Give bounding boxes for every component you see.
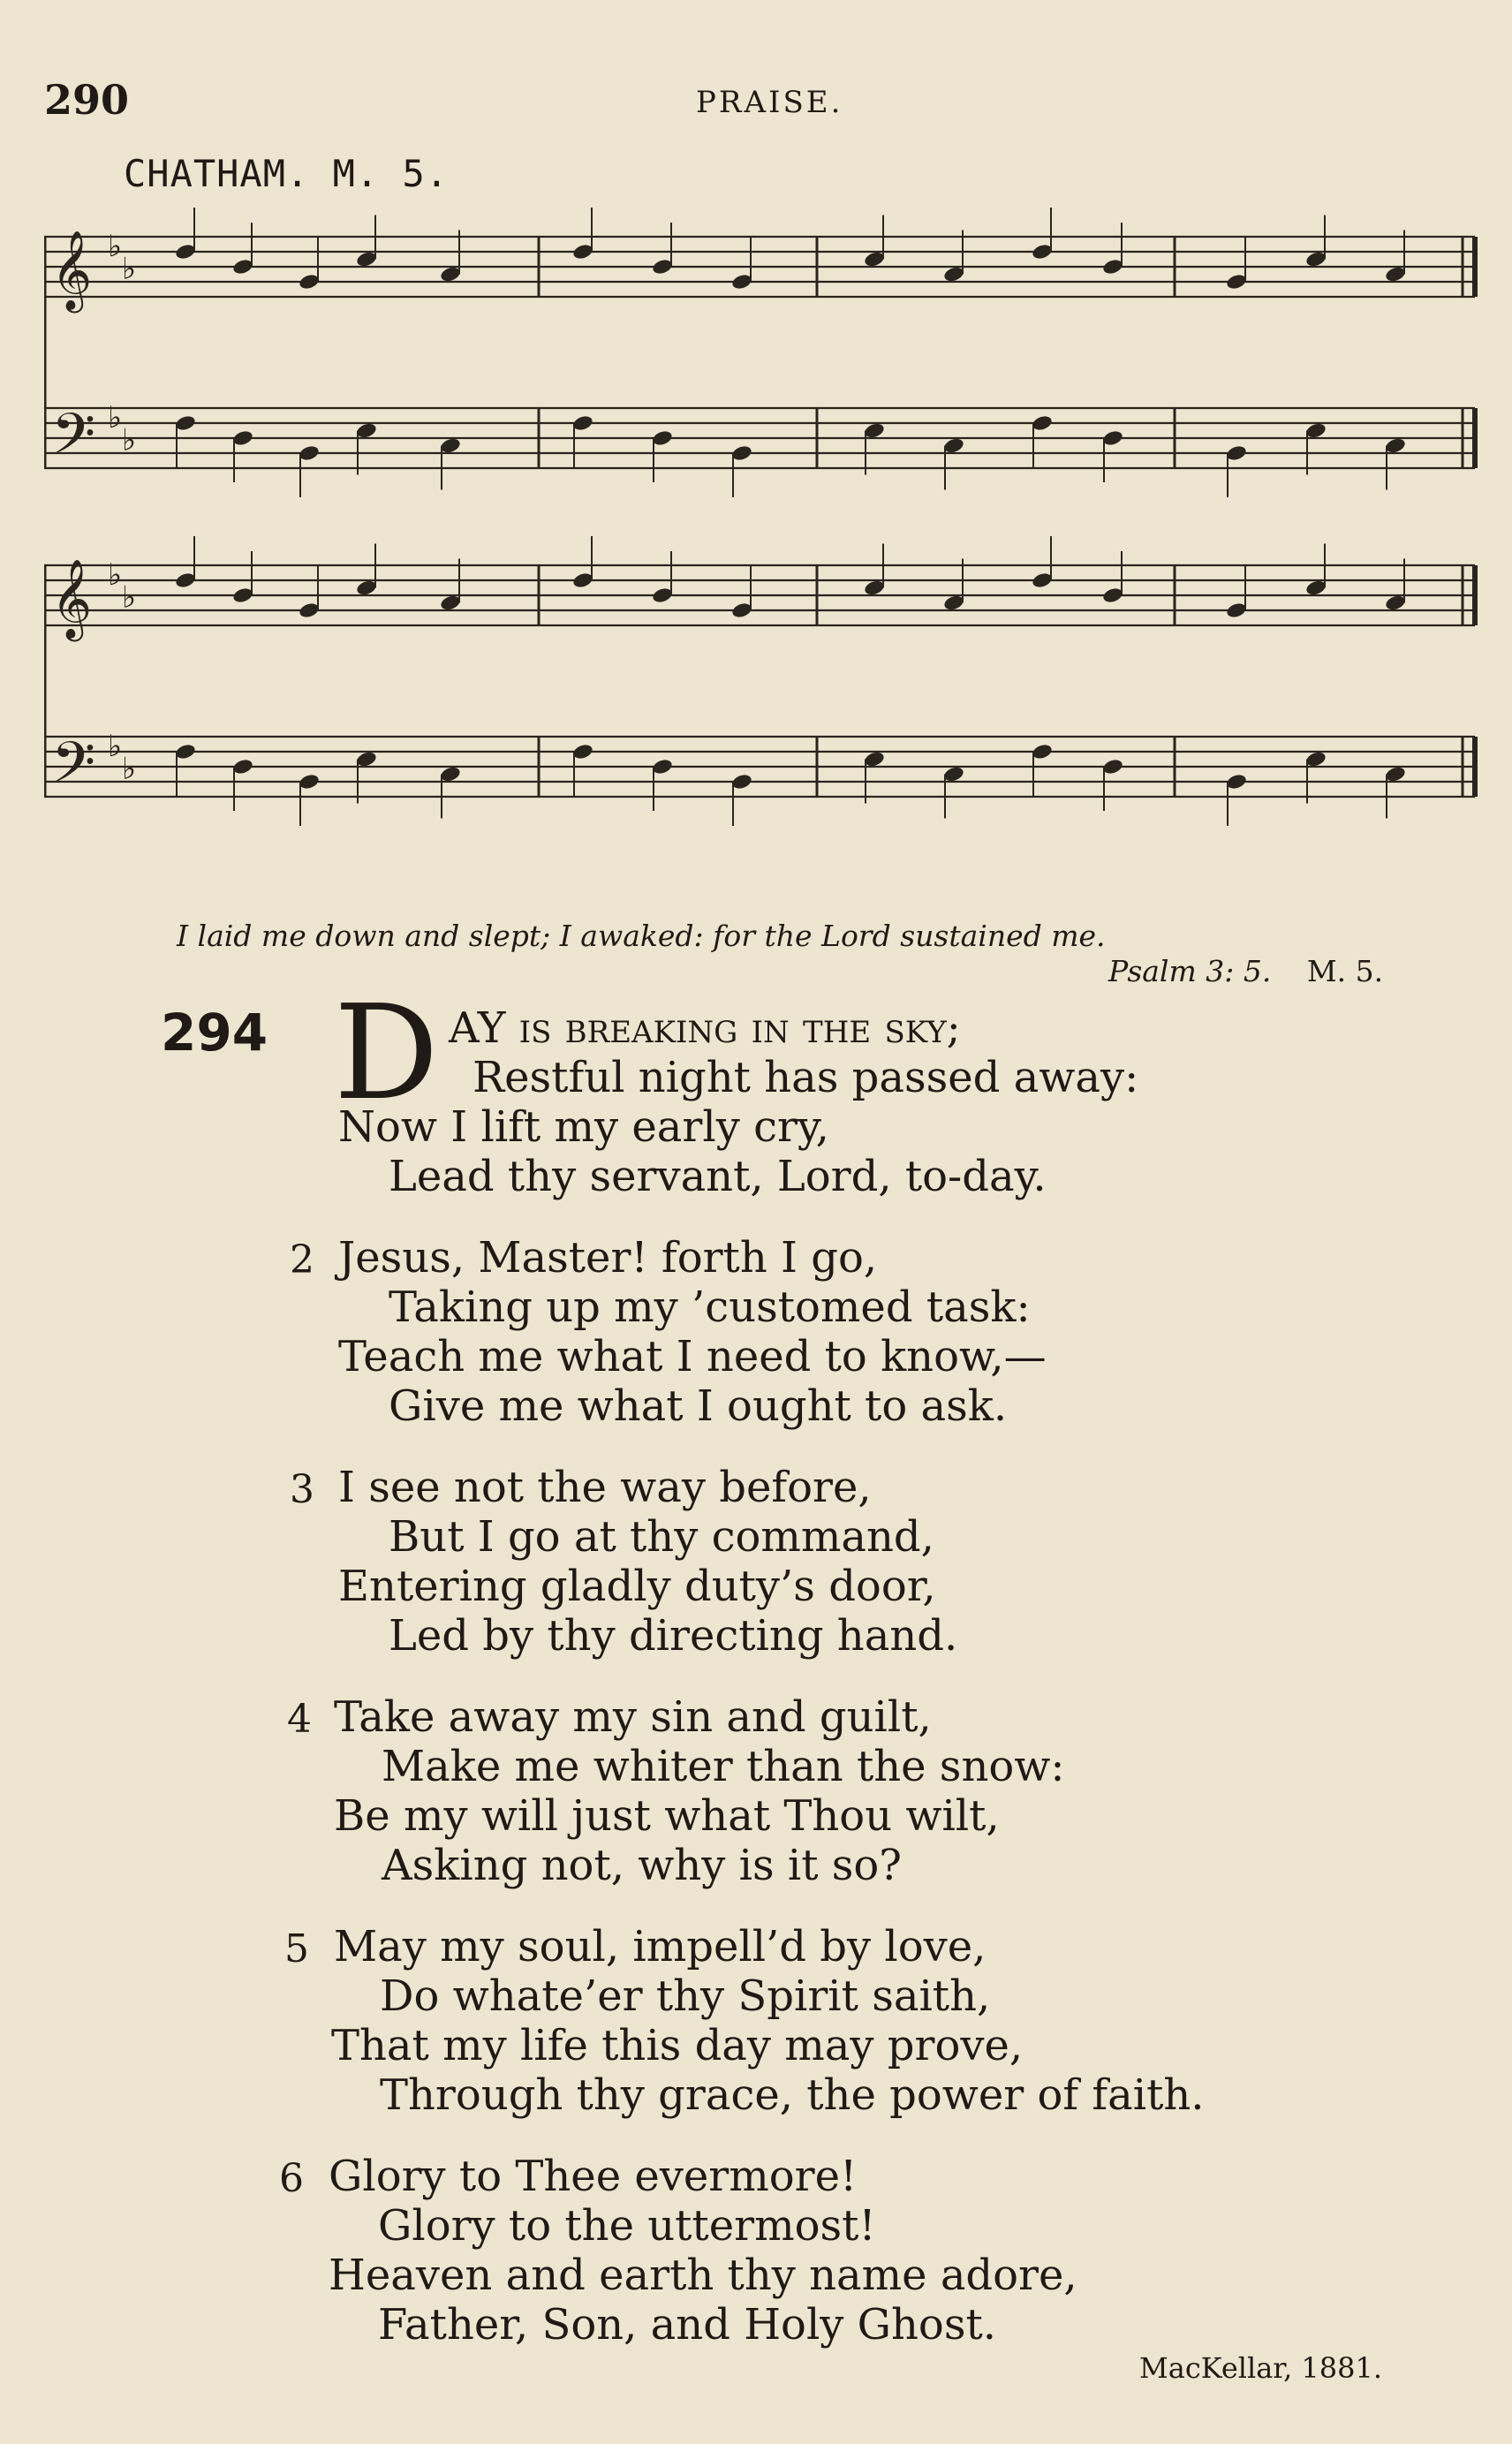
- reference-meter: M. 5.: [1306, 954, 1384, 988]
- stanza-4-line-4: Asking not, why is it so?: [382, 1841, 903, 1890]
- note-head: [1384, 765, 1406, 783]
- flat-sign: ♭: [122, 579, 137, 616]
- note-head: [1031, 414, 1053, 433]
- stanza-1-line-3: Now I lift my early cry,: [338, 1102, 829, 1152]
- note-head: [1384, 594, 1406, 612]
- music-score: [44, 194, 1493, 866]
- note-head: [1304, 579, 1327, 597]
- flat-sign: ♭: [108, 729, 123, 765]
- note-head: [1304, 250, 1327, 269]
- note-head: [571, 243, 593, 261]
- stanza-2-line-1: Jesus, Master! forth I go,: [338, 1233, 878, 1283]
- flat-sign: ♭: [122, 422, 137, 458]
- flat-sign: ♭: [108, 400, 123, 436]
- note-head: [942, 265, 964, 284]
- note-head: [355, 579, 377, 597]
- note-head: [1384, 436, 1406, 455]
- note-head: [863, 750, 885, 768]
- note-head: [1225, 444, 1247, 463]
- note-head: [1225, 602, 1247, 620]
- note-head: [298, 444, 320, 463]
- note-head: [1101, 586, 1123, 605]
- stanza-5-line-4: Through thy grace, the power of faith.: [380, 2070, 1205, 2120]
- note-head: [231, 758, 253, 776]
- hymn-number: 294: [161, 1003, 268, 1063]
- note-head: [651, 429, 673, 448]
- stanza-1-line-1: AY is breaking in the sky;: [449, 1003, 961, 1053]
- note-head: [1225, 273, 1247, 291]
- note-head: [355, 421, 377, 440]
- note-head: [571, 414, 593, 433]
- stanza-5-line-1: May my soul, impell’d by love,: [334, 1922, 987, 1971]
- note-head: [1384, 265, 1406, 284]
- note-head: [730, 602, 752, 620]
- note-head: [1101, 429, 1123, 448]
- stanza-6-number: 6: [279, 2156, 304, 2201]
- bass-clef: 𝄢: [51, 402, 96, 481]
- tune-title: CHATHAM.: [124, 152, 310, 195]
- note-head: [439, 765, 461, 783]
- note-head: [439, 265, 461, 284]
- note-head: [651, 258, 673, 276]
- stanza-5-number: 5: [284, 1926, 309, 1971]
- note-head: [174, 243, 196, 261]
- scripture-reference: [1108, 954, 1383, 988]
- note-head: [174, 743, 196, 761]
- treble-clef: 𝄞: [51, 559, 93, 639]
- page-number: 290: [44, 76, 130, 124]
- note-head: [355, 750, 377, 768]
- flat-sign: ♭: [122, 751, 137, 787]
- note-head: [231, 429, 253, 448]
- note-head: [651, 758, 673, 776]
- tune-meter: M. 5.: [332, 152, 450, 195]
- note-head: [1031, 243, 1053, 261]
- stanza-4-line-2: Make me whiter than the snow:: [382, 1742, 1065, 1791]
- note-head: [571, 743, 593, 761]
- note-head: [298, 602, 320, 620]
- note-head: [439, 594, 461, 612]
- stanza-6-line-4: Father, Son, and Holy Ghost.: [378, 2300, 997, 2349]
- scripture-epigraph: I laid me down and slept; I awaked: for the Lord sustained me.: [177, 919, 1106, 953]
- author-credit: MacKellar, 1881.: [1139, 2351, 1383, 2385]
- stanza-6-line-1: Glory to Thee evermore!: [329, 2152, 858, 2201]
- note-head: [1304, 421, 1327, 440]
- note-head: [863, 421, 885, 440]
- flat-sign: ♭: [108, 557, 123, 594]
- note-head: [298, 273, 320, 291]
- note-head: [439, 436, 461, 455]
- note-head: [1031, 743, 1053, 761]
- stanza-3-line-3: Entering gladly duty’s door,: [338, 1562, 936, 1611]
- note-head: [174, 414, 196, 433]
- drop-cap: D: [334, 977, 439, 1129]
- stanza-4-line-3: Be my will just what Thou wilt,: [334, 1791, 1000, 1841]
- note-head: [730, 273, 752, 291]
- stanza-5-line-3: That my life this day may prove,: [331, 2021, 1024, 2070]
- stanza-3-line-1: I see not the way before,: [338, 1463, 872, 1512]
- stanza-3-line-2: But I go at thy command,: [389, 1512, 934, 1562]
- note-head: [1101, 258, 1123, 276]
- stanza-3-line-4: Led by thy directing hand.: [389, 1611, 958, 1661]
- note-head: [231, 258, 253, 276]
- note-head: [1304, 750, 1327, 768]
- stanza-1-line-2: Restful night has passed away:: [472, 1053, 1139, 1102]
- note-head: [863, 250, 885, 269]
- note-head: [174, 571, 196, 590]
- note-head: [863, 579, 885, 597]
- stanza-5-line-2: Do whate’er thy Spirit saith,: [380, 1971, 991, 2021]
- stanza-4-line-1: Take away my sin and guilt,: [334, 1692, 932, 1742]
- running-head: PRAISE.: [696, 85, 843, 120]
- treble-clef: 𝄞: [51, 231, 93, 310]
- note-head: [1101, 758, 1123, 776]
- note-head: [942, 436, 964, 455]
- stanza-2-line-4: Give me what I ought to ask.: [389, 1381, 1008, 1431]
- note-head: [571, 571, 593, 590]
- stanza-4-number: 4: [287, 1697, 312, 1742]
- note-head: [1031, 571, 1053, 590]
- stanza-2-line-3: Teach me what I need to know,—: [338, 1332, 1047, 1381]
- staff-systems: [44, 208, 1475, 826]
- stanza-6-line-2: Glory to the uttermost!: [378, 2201, 876, 2251]
- note-head: [942, 594, 964, 612]
- stanza-2-number: 2: [290, 1237, 314, 1283]
- reference-text: Psalm 3: 5.: [1108, 954, 1272, 988]
- stanza-3-number: 3: [290, 1467, 314, 1512]
- note-head: [355, 250, 377, 269]
- flat-sign: ♭: [122, 251, 137, 287]
- note-head: [1225, 773, 1247, 791]
- note-head: [651, 586, 673, 605]
- note-head: [730, 444, 752, 463]
- stanza-2-line-2: Taking up my ’customed task:: [389, 1283, 1031, 1332]
- flat-sign: ♭: [108, 229, 123, 265]
- bass-clef: 𝄢: [51, 730, 96, 810]
- note-head: [730, 773, 752, 791]
- stanza-6-line-3: Heaven and earth thy name adore,: [329, 2251, 1077, 2300]
- tune-name: [124, 152, 449, 195]
- stanza-1-line-4: Lead thy servant, Lord, to-day.: [389, 1152, 1047, 1201]
- note-head: [231, 586, 253, 605]
- note-head: [942, 765, 964, 783]
- note-head: [298, 773, 320, 791]
